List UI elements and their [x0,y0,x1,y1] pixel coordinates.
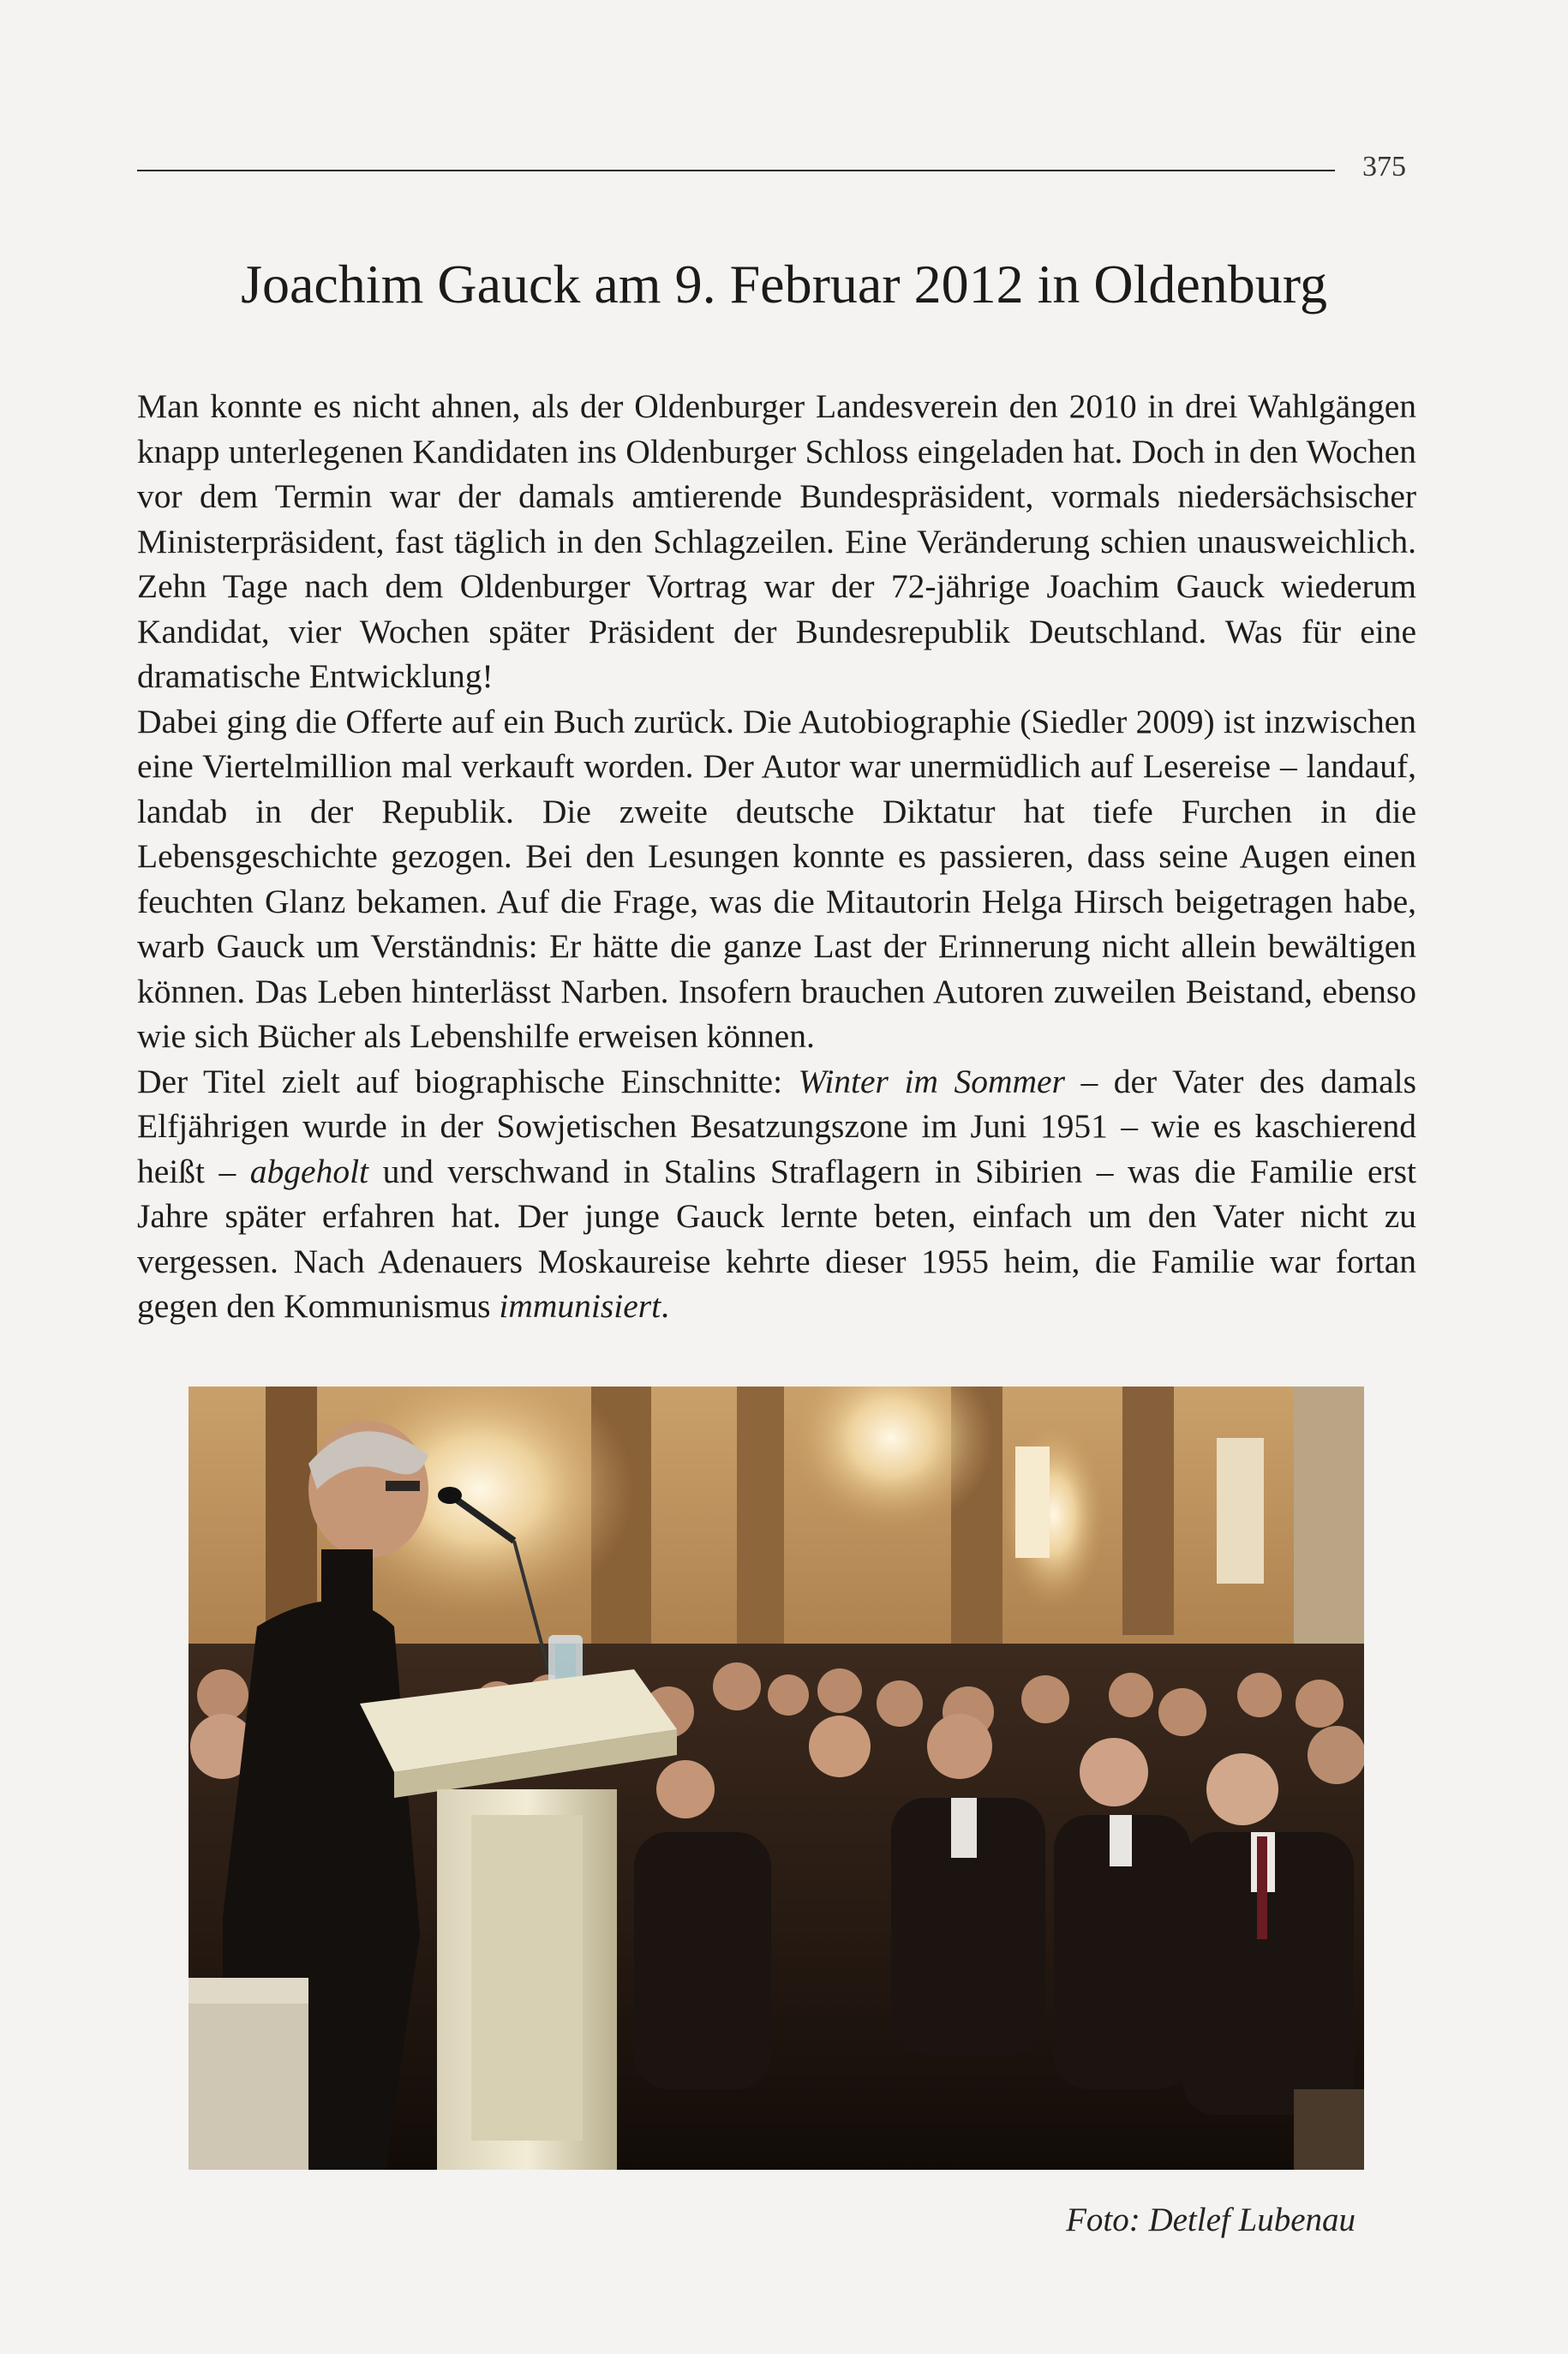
text-run: Man konnte es nicht ahnen, als der Oldenburger Landesverein den 2010 in drei Wahlgängen knapp unterlegenen Kandidaten ins Oldenburger Schloss eingeladen hat. Doch in den Wochen vor dem Termin war der damals amtierende Bundespräsident, vormals niedersächsischer Ministerpräsident, fast täglich in den Schlagzeilen. Eine Veränderung schien unausweichlich. Zehn Tage nach dem Oldenburger Vortrag war der 72-jährige Joachim Gauck wiederum Kandidat, vier Wochen später Präsident der Bundesrepublik Deutschland. Was für eine dramatische Entwicklung! [137,387,1416,695]
page-title: Joachim Gauck am 9. Februar 2012 in Oldenburg [241,254,1327,314]
text-run: und verschwand in Stalins Straflagern in Sibirien – was die Familie erst Jahre später erfahren hat. Der junge Gauck lernte beten, einfach um den Vater nicht zu vergessen. Nach Adenauers Moskaureise kehrte dieser 1955 heim, die Familie war fortan gegen den Kommunismus [137,1152,1416,1325]
event-photo [189,1387,1364,2170]
page-number: 375 [1362,151,1406,183]
text-run: . [661,1287,669,1325]
paragraph-2 [137,699,1416,1059]
header-rule [137,170,1335,171]
text-run: Der Titel zielt auf biographische Einschnitte: [137,1062,799,1100]
article-body [137,384,1416,1329]
paragraph-3 [137,1059,1416,1329]
italic-phrase: abgeholt [249,1152,369,1190]
photo-caption: Foto: Detlef Lubenau [1066,2201,1356,2238]
text-run: – der Vater des damals Elfjährigen wurde in der Sowjetischen Besatzungszone im Juni 1951 – wie es kaschierend heißt – [137,1062,1416,1190]
text-run: Dabei ging die Offerte auf ein Buch zurück. Die Autobiographie (Siedler 2009) ist inzwischen eine Viertelmillion mal verkauft worden. Der Autor war unermüdlich auf Lesereise – landauf, landab in der Republik. Die zweite deutsche Diktatur hat tiefe Furchen in die Lebensgeschichte gezogen. Bei den Lesungen konnte es passieren, dass seine Augen einen feuchten Glanz bekamen. Auf die Frage, was die Mitautorin Helga Hirsch beigetragen habe, warb Gauck um Verständnis: Er hätte die ganze Last der Erinnerung nicht allein bewältigen können. Das Leben hinterlässt Narben. Insofern brauchen Autoren zuweilen Beistand, ebenso wie sich Bücher als Lebenshilfe erweisen können. [137,702,1416,1055]
paragraph-1 [137,384,1416,699]
italic-phrase: Winter im Sommer [798,1062,1065,1100]
italic-phrase: immunisiert [499,1287,661,1325]
